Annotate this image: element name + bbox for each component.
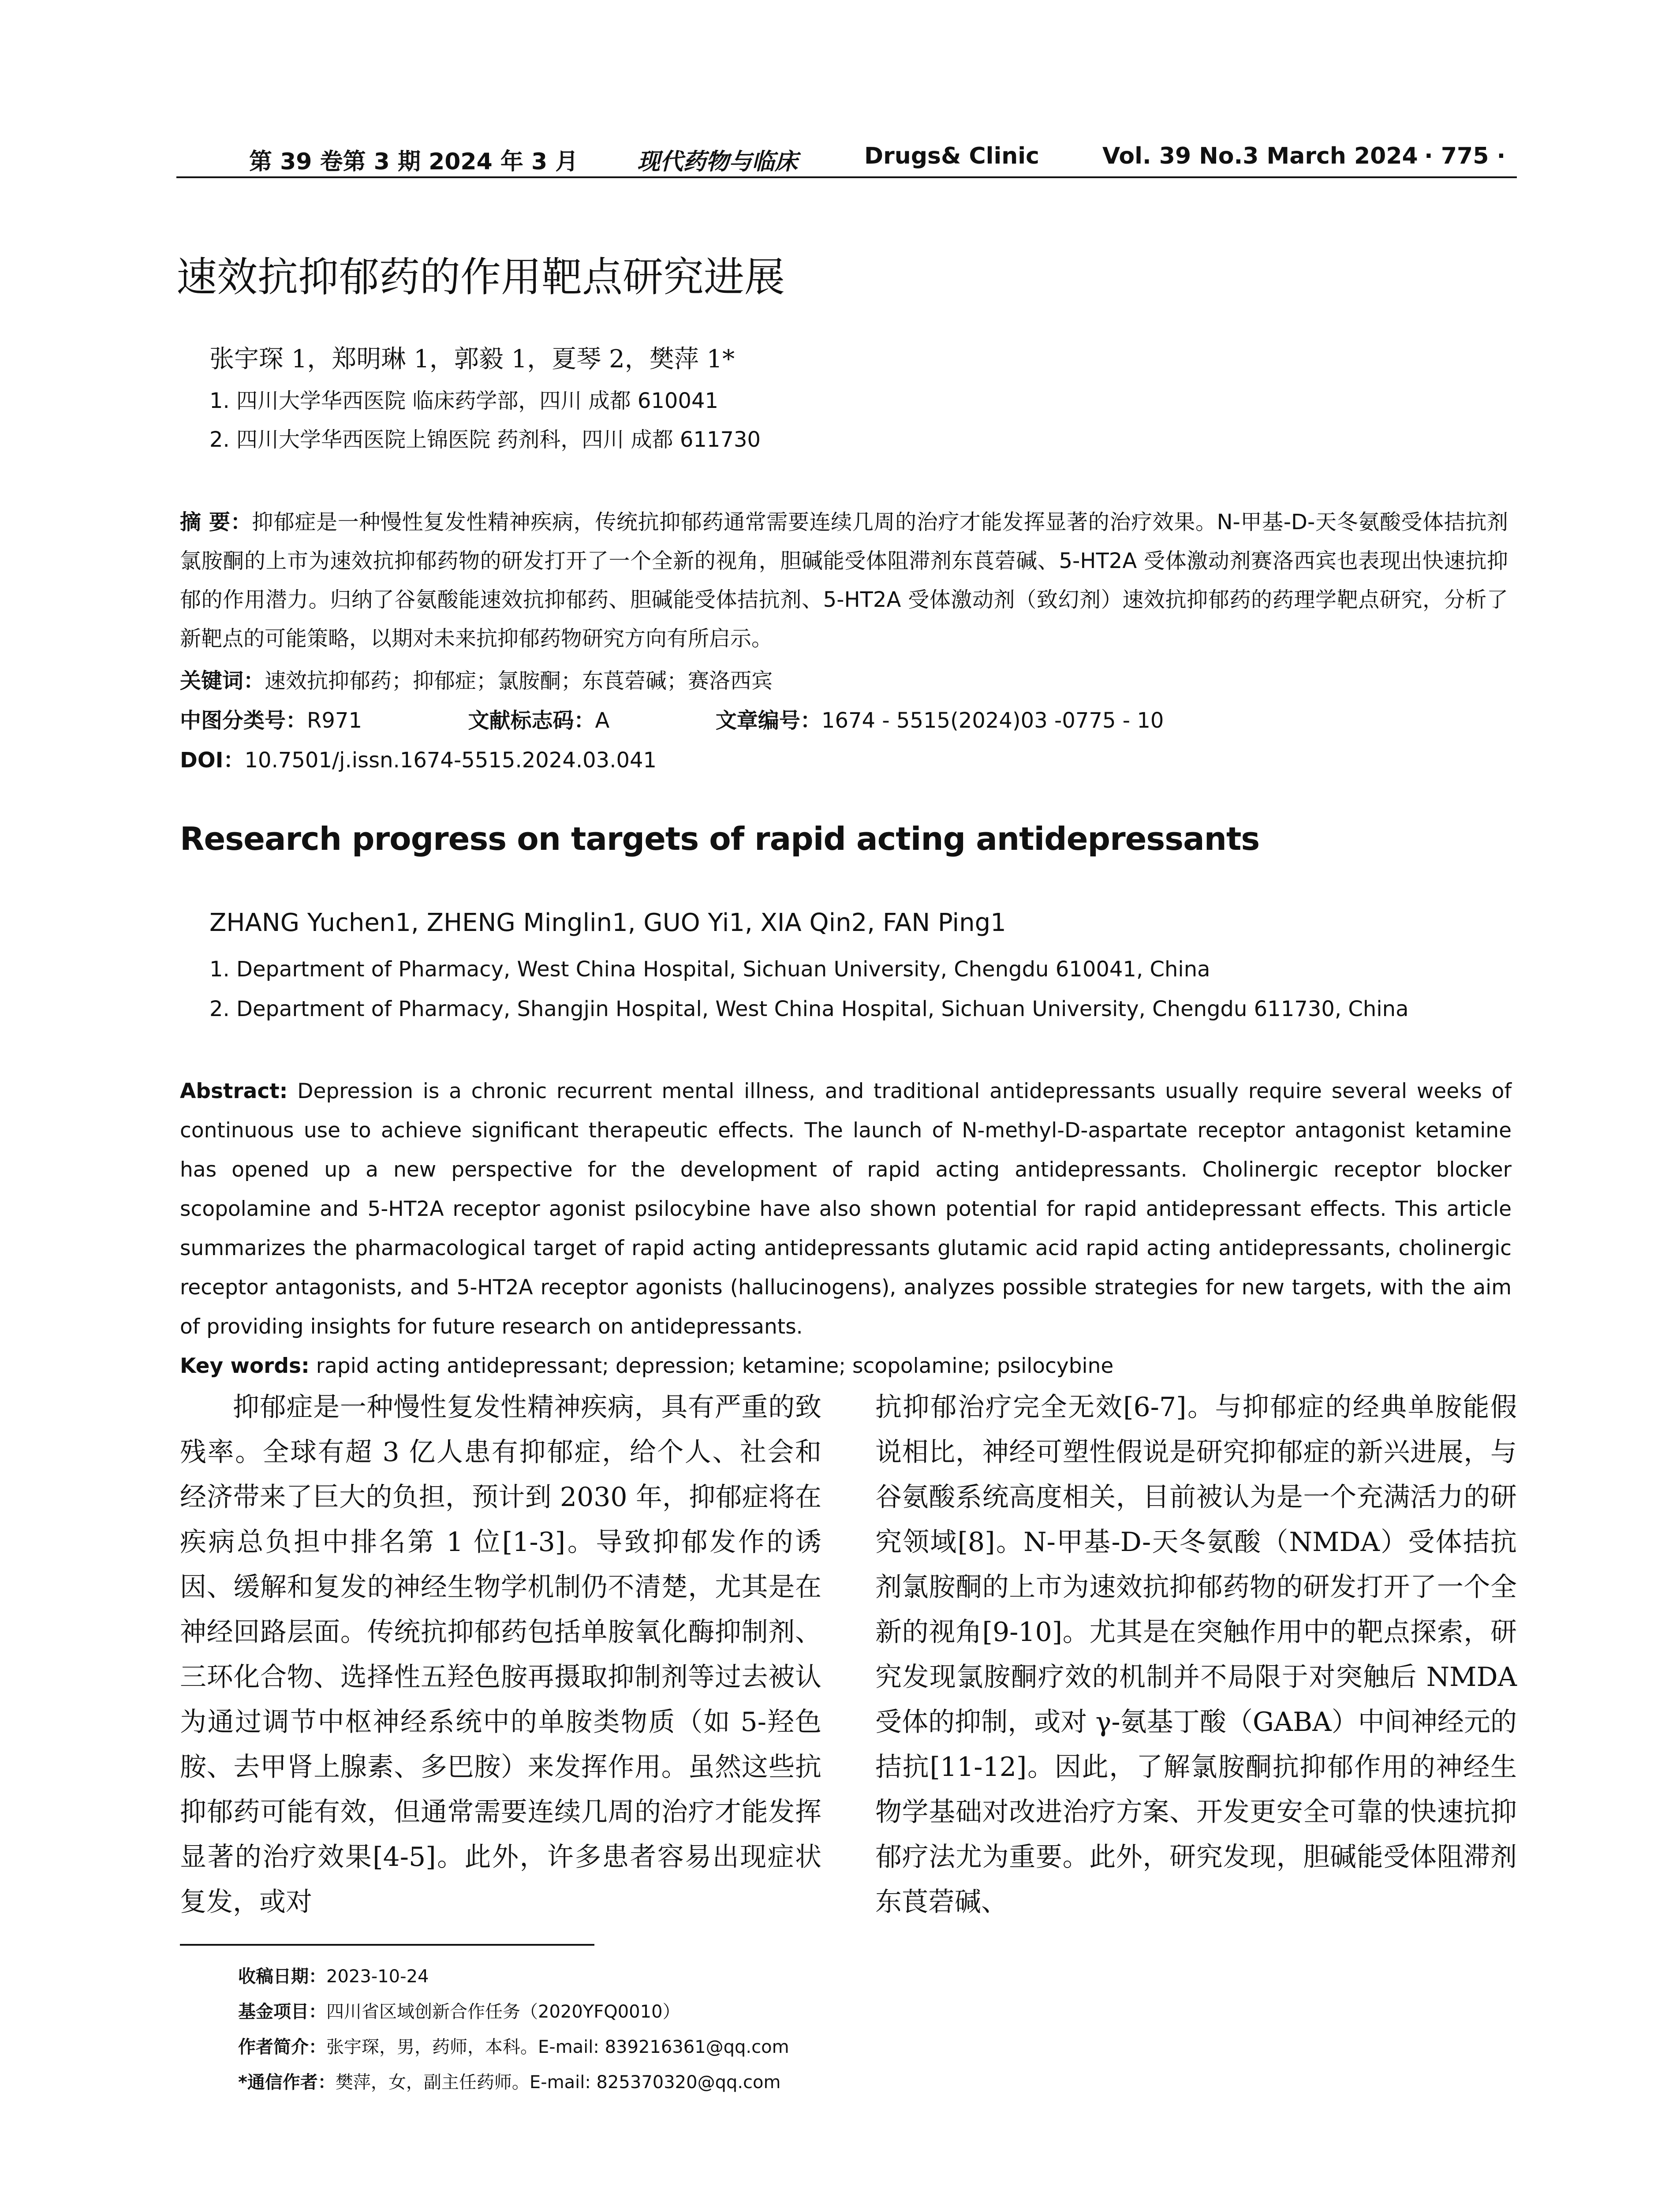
keywords-en-text: rapid acting antidepressant; depression; ketamine; scopolamine; psilocybine	[316, 1354, 1114, 1378]
article-number-label: 文章编号：	[715, 708, 821, 733]
abstract-en-text: Depression is a chronic recurrent mental illness, and traditional antidepressants usually require several weeks of continuous use to achieve significant therapeutic effects. The launch of N-methyl-D-aspartate receptor antagonist ketamine has opened up a new perspective for the development of rapid acting antidepressants. Cholinergic receptor blocker scopolamine and 5-HT2A receptor agonist psilocybine have also shown potential for rapid antidepressant effects. This article summarizes the pharmacological target of rapid acting antidepressants glutamic acid rapid acting antidepressants, cholinergic receptor antagonists, and 5-HT2A receptor agonists (hallucinogens), analyzes possible strategies for new targets, with the aim of providing insights for future research on antidepressants.	[180, 1079, 1512, 1339]
doc-code-label: 文献标志码：	[468, 708, 595, 733]
header-journal-cn: 现代药物与临床	[637, 148, 798, 175]
header-journal-en: Drugs& Clinic	[864, 143, 1039, 169]
affiliation-cn-2: 2. 四川大学华西医院上锦医院 药剂科，四川 成都 611730	[209, 427, 761, 452]
footnote-corresponding	[238, 2068, 781, 2093]
footnote-corresponding-text: 樊萍，女，副主任药师。E-mail: 825370320@qq.com	[335, 2072, 781, 2093]
authors-en: ZHANG Yuchen1, ZHENG Minglin1, GUO Yi1, XIA Qin2, FAN Ping1	[209, 908, 1006, 937]
keywords-cn-label: 关键词：	[180, 669, 265, 693]
clc-label: 中图分类号：	[180, 708, 307, 733]
authors-cn: 张宇琛 1，郑明琳 1，郭毅 1，夏琴 2，樊萍 1*	[209, 345, 735, 374]
article-number-value: 1674 - 5515(2024)03 -0775 - 10	[821, 708, 1164, 733]
footnote-funding	[238, 1998, 680, 2023]
header-page-number: · 775 ·	[1424, 143, 1506, 169]
footnote-received-text: 2023-10-24	[326, 1966, 429, 1987]
abstract-en-label: Abstract:	[180, 1079, 288, 1103]
footnote-author-bio-label: 作者简介：	[238, 2037, 326, 2057]
header-issue-cn: 第 39 卷第 3 期 2024 年 3 月	[249, 149, 579, 175]
keywords-cn	[180, 664, 773, 694]
body-column-left: 抑郁症是一种慢性复发性精神疾病，具有严重的致残率。全球有超 3 亿人患有抑郁症，给个人、社会和经济带来了巨大的负担，预计到 2030 年，抑郁症将在疾病总负担中排名第 1 位[1-3]。导致抑郁发作的诱因、缓解和复发的神经生物学机制仍不清楚，尤其是在神经回路层面。传统抗抑郁药包括单胺氧化酶抑制剂、三环化合物、选择性五羟色胺再摄取抑制剂等过去被认为通过调节中枢神经系统中的单胺类物质（如 5-羟色胺、去甲肾上腺素、多巴胺）来发挥作用。虽然这些抗抑郁药可能有效，但通常需要连续几周的治疗才能发挥显著的治疗效果[4-5]。此外，许多患者容易出现症状复发，或对	[180, 1392, 821, 1917]
abstract-cn-text: 抑郁症是一种慢性复发性精神疾病，传统抗抑郁药通常需要连续几周的治疗才能发挥显著的治疗效果。N-甲基-D-天冬氨酸受体拮抗剂氯胺酮的上市为速效抗抑郁药物的研发打开了一个全新的视角，胆碱能受体阻滞剂东莨菪碱、5-HT2A 受体激动剂赛洛西宾也表现出快速抗抑郁的作用潜力。归纳了谷氨酸能速效抗抑郁药、胆碱能受体拮抗剂、5-HT2A 受体激动剂（致幻剂）速效抗抑郁药的药理学靶点研究，分析了新靶点的可能策略，以期对未来抗抑郁药物研究方向有所启示。	[180, 510, 1508, 651]
footnote-funding-label: 基金项目：	[238, 2002, 326, 2022]
abstract-en	[180, 1072, 1512, 1386]
affiliation-cn-1: 1. 四川大学华西医院 临床药学部，四川 成都 610041	[209, 389, 719, 413]
footnote-author-bio	[238, 2033, 789, 2058]
doi-label: DOI：	[180, 748, 245, 773]
title-en: Research progress on targets of rapid acting antidepressants	[180, 820, 1260, 857]
footnote-received-label: 收稿日期：	[238, 1966, 326, 1987]
footnote-received	[238, 1962, 429, 1988]
affiliation-en-1: 1. Department of Pharmacy, West China Hospital, Sichuan University, Chengdu 610041, China	[209, 957, 1210, 982]
doi-line	[180, 743, 657, 774]
classification-line	[180, 703, 1164, 734]
running-header	[176, 140, 1517, 178]
title-cn: 速效抗抑郁药的作用靶点研究进展	[176, 254, 785, 301]
keywords-cn-text: 速效抗抑郁药；抑郁症；氯胺酮；东莨菪碱；赛洛西宾	[265, 669, 773, 693]
footnote-author-bio-text: 张宇琛，男，药师，本科。E-mail: 839216361@qq.com	[326, 2037, 789, 2057]
abstract-cn	[180, 503, 1508, 658]
keywords-en-label: Key words:	[180, 1354, 310, 1378]
footnote-funding-text: 四川省区域创新合作任务（2020YFQ0010）	[326, 2002, 680, 2022]
footnote-divider	[180, 1944, 594, 1946]
abstract-cn-label: 摘 要：	[180, 510, 252, 534]
footnote-corresponding-label: *通信作者：	[238, 2072, 336, 2093]
doc-code-value: A	[595, 708, 610, 733]
header-issue-en: Vol. 39 No.3 March 2024	[1102, 143, 1418, 169]
body-column-right: 抗抑郁治疗完全无效[6-7]。与抑郁症的经典单胺能假说相比，神经可塑性假说是研究抑郁症的新兴进展，与谷氨酸系统高度相关，目前被认为是一个充满活力的研究领域[8]。N-甲基-D-天冬氨酸（NMDA）受体拮抗剂氯胺酮的上市为速效抗抑郁药物的研发打开了一个全新的视角[9-10]。尤其是在突触作用中的靶点探索，研究发现氯胺酮疗效的机制并不局限于对突触后 NMDA 受体的抑制，或对 γ-氨基丁酸（GABA）中间神经元的拮抗[11-12]。因此，了解氯胺酮抗抑郁作用的神经生物学基础对改进治疗方案、开发更安全可靠的快速抗抑郁疗法尤为重要。此外，研究发现，胆碱能受体阻滞剂东莨菪碱、	[875, 1392, 1517, 1917]
clc-value: R971	[307, 708, 362, 733]
affiliation-en-2: 2. Department of Pharmacy, Shangjin Hospital, West China Hospital, Sichuan University, Chengdu 611730, China	[209, 997, 1409, 1021]
doi-value: 10.7501/j.issn.1674-5515.2024.03.041	[244, 748, 657, 773]
